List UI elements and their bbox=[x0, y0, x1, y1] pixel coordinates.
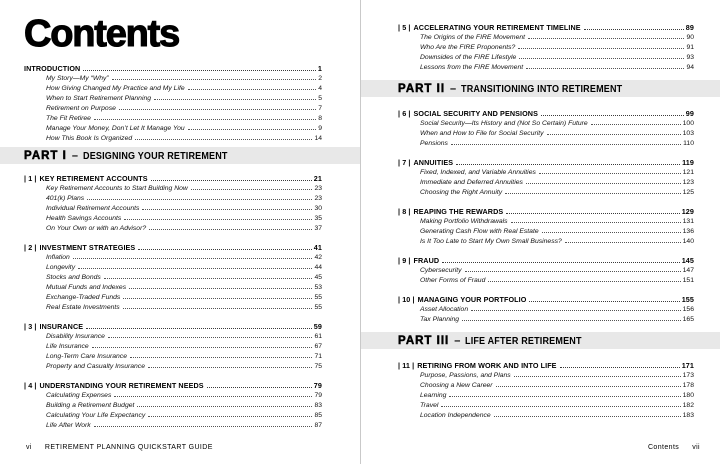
subsection-page-number: 90 bbox=[686, 34, 694, 41]
subsection-title: Longevity bbox=[46, 264, 76, 271]
chapter-number: | 2 | bbox=[24, 243, 37, 252]
dot-leader bbox=[528, 38, 684, 39]
subsection-title: Choosing the Right Annuity bbox=[420, 189, 503, 196]
subsection-title: Property and Casualty Insurance bbox=[46, 363, 145, 370]
chapter-title: SOCIAL SECURITY AND PENSIONS bbox=[413, 109, 538, 118]
subsection-row bbox=[24, 293, 322, 303]
chapter-number: | 6 | bbox=[398, 109, 411, 118]
dot-leader bbox=[94, 426, 313, 427]
subsection-title: Location Independence bbox=[420, 412, 491, 419]
subsection-row bbox=[398, 188, 694, 198]
chapter-number: | 9 | bbox=[398, 256, 411, 265]
chapter-row bbox=[398, 109, 694, 119]
right-page bbox=[360, 0, 720, 464]
chapter-title: ANNUITIES bbox=[413, 158, 454, 167]
dot-leader bbox=[496, 386, 681, 387]
dot-leader bbox=[138, 249, 311, 250]
dot-leader bbox=[92, 347, 313, 348]
subsection-title: Who Are the FIRE Proponents? bbox=[420, 44, 516, 51]
subsection-title: Making Portfolio Withdrawals bbox=[420, 218, 508, 225]
subsection-row bbox=[24, 332, 322, 342]
subsection-title: Cybersecurity bbox=[420, 267, 462, 274]
chapter-block bbox=[398, 361, 694, 421]
chapter-page-number: 89 bbox=[685, 23, 694, 32]
subsection-page-number: 110 bbox=[683, 140, 694, 147]
subsection-title: Social Security—Its History and (Not So Certain) Future bbox=[420, 120, 588, 127]
chapter-block bbox=[398, 23, 694, 73]
subsection-row bbox=[398, 411, 694, 421]
dot-leader bbox=[87, 199, 312, 200]
subsection-title: When and How to File for Social Security bbox=[420, 130, 544, 137]
part-label: PART I bbox=[24, 149, 67, 162]
subsection-row bbox=[398, 266, 694, 276]
subsection-page-number: 75 bbox=[314, 363, 322, 370]
subsection-row bbox=[24, 401, 322, 411]
dot-leader bbox=[529, 301, 679, 302]
dot-leader bbox=[456, 164, 680, 165]
chapter-block bbox=[24, 243, 322, 313]
subsection-row bbox=[24, 411, 322, 421]
chapter-page-number: 59 bbox=[313, 322, 322, 331]
chapter-title: INVESTMENT STRATEGIES bbox=[39, 243, 136, 252]
dot-leader bbox=[188, 129, 317, 130]
subsection-row bbox=[24, 194, 322, 204]
chapter-block bbox=[24, 64, 322, 144]
subsection-title: Travel bbox=[420, 402, 439, 409]
subsection-title: Individual Retirement Accounts bbox=[46, 205, 140, 212]
chapter-page-number: 171 bbox=[681, 361, 694, 370]
part-heading-bar bbox=[361, 332, 720, 349]
subsection-title: The Origins of the FIRE Movement bbox=[420, 34, 526, 41]
chapter-block bbox=[398, 109, 694, 149]
subsection-title: Inflation bbox=[46, 254, 70, 261]
subsection-title: Retirement on Purpose bbox=[46, 105, 116, 112]
chapter-page-number: 119 bbox=[682, 158, 694, 167]
dot-leader bbox=[148, 416, 312, 417]
subsection-page-number: 93 bbox=[686, 54, 694, 61]
dot-leader bbox=[151, 180, 312, 181]
subsection-row bbox=[398, 178, 694, 188]
dot-leader bbox=[565, 242, 681, 243]
subsection-page-number: 121 bbox=[682, 169, 694, 176]
subsection-page-number: 87 bbox=[314, 422, 322, 429]
chapter-number: | 11 | bbox=[398, 361, 415, 370]
chapter-row bbox=[24, 322, 322, 332]
subsection-row bbox=[398, 53, 694, 63]
dot-leader bbox=[591, 124, 681, 125]
subsection-row bbox=[24, 421, 322, 431]
chapter-row bbox=[24, 243, 322, 253]
dot-leader bbox=[191, 189, 313, 190]
dot-leader bbox=[86, 328, 312, 329]
dot-leader bbox=[83, 70, 316, 71]
subsection-page-number: 30 bbox=[314, 205, 322, 212]
subsection-row bbox=[24, 184, 322, 194]
dot-leader bbox=[135, 139, 312, 140]
subsection-title: Long-Term Care Insurance bbox=[46, 353, 127, 360]
subsection-row bbox=[398, 63, 694, 73]
subsection-title: Manage Your Money, Don’t Let It Manage You bbox=[46, 125, 185, 132]
subsection-row bbox=[24, 224, 322, 234]
subsection-page-number: 7 bbox=[318, 105, 322, 112]
subsection-title: Calculating Your Life Expectancy bbox=[46, 412, 146, 419]
subsection-title: Real Estate Investments bbox=[46, 304, 120, 311]
dot-leader bbox=[123, 298, 312, 299]
subsection-page-number: 83 bbox=[314, 402, 322, 409]
subsection-page-number: 131 bbox=[682, 218, 694, 225]
chapter-title: KEY RETIREMENT ACCOUNTS bbox=[39, 174, 148, 183]
right-folio: vii bbox=[692, 444, 700, 451]
subsection-title: When to Start Retirement Planning bbox=[46, 95, 152, 102]
chapter-number: | 10 | bbox=[398, 295, 415, 304]
subsection-title: On Your Own or with an Advisor? bbox=[46, 225, 147, 232]
chapter-title: INSURANCE bbox=[39, 322, 84, 331]
subsection-row bbox=[398, 43, 694, 53]
dot-leader bbox=[442, 262, 680, 263]
part-dash: – bbox=[454, 334, 461, 347]
contents-running-title: Contents bbox=[647, 444, 680, 451]
dot-leader bbox=[154, 99, 316, 100]
subsection-title: Asset Allocation bbox=[420, 306, 469, 313]
chapter-row bbox=[398, 207, 694, 217]
subsection-title: Generating Cash Flow with Real Estate bbox=[420, 228, 539, 235]
subsection-row bbox=[24, 104, 322, 114]
part-title: LIFE AFTER RETIREMENT bbox=[465, 334, 583, 347]
subsection-page-number: 147 bbox=[682, 267, 694, 274]
subsection-page-number: 14 bbox=[314, 135, 322, 142]
chapter-number: | 8 | bbox=[398, 207, 411, 216]
subsection-title: Life Insurance bbox=[46, 343, 89, 350]
subsection-page-number: 61 bbox=[314, 333, 322, 340]
chapter-number: | 5 | bbox=[398, 23, 411, 32]
dot-leader bbox=[104, 278, 313, 279]
subsection-title: Lessons from the FIRE Movement bbox=[420, 64, 524, 71]
book-running-title: RETIREMENT PLANNING QUICKSTART GUIDE bbox=[44, 444, 213, 451]
dot-leader bbox=[488, 281, 680, 282]
dot-leader bbox=[471, 310, 681, 311]
dot-leader bbox=[78, 268, 312, 269]
chapter-row bbox=[24, 64, 322, 74]
dot-leader bbox=[526, 68, 684, 69]
subsection-title: Immediate and Deferred Annuities bbox=[420, 179, 523, 186]
dot-leader bbox=[130, 357, 312, 358]
subsection-page-number: 100 bbox=[682, 120, 694, 127]
chapter-row bbox=[398, 158, 694, 168]
subsection-row bbox=[24, 283, 322, 293]
subsection-row bbox=[24, 134, 322, 144]
dot-leader bbox=[462, 320, 681, 321]
subsection-page-number: 94 bbox=[686, 64, 694, 71]
chapter-page-number: 79 bbox=[313, 381, 322, 390]
dot-leader bbox=[506, 213, 679, 214]
subsection-page-number: 125 bbox=[682, 189, 694, 196]
subsection-page-number: 35 bbox=[314, 215, 322, 222]
dot-leader bbox=[511, 222, 681, 223]
subsection-page-number: 178 bbox=[682, 382, 694, 389]
subsection-page-number: 8 bbox=[318, 115, 322, 122]
dot-leader bbox=[449, 396, 680, 397]
dot-leader bbox=[142, 209, 312, 210]
subsection-page-number: 23 bbox=[314, 185, 322, 192]
chapter-row bbox=[398, 23, 694, 33]
subsection-title: Calculating Expenses bbox=[46, 392, 112, 399]
subsection-row bbox=[24, 214, 322, 224]
subsection-page-number: 5 bbox=[318, 95, 322, 102]
subsection-page-number: 4 bbox=[318, 85, 322, 92]
dot-leader bbox=[188, 89, 317, 90]
subsection-row bbox=[398, 237, 694, 247]
subsection-title: Exchange-Traded Funds bbox=[46, 294, 121, 301]
subsection-row bbox=[24, 124, 322, 134]
left-folio: vi bbox=[26, 444, 32, 451]
dot-leader bbox=[94, 119, 316, 120]
chapter-number: | 1 | bbox=[24, 174, 37, 183]
subsection-page-number: 180 bbox=[682, 392, 694, 399]
subsection-row bbox=[24, 352, 322, 362]
subsection-title: My Story—My “Why” bbox=[46, 75, 109, 82]
subsection-page-number: 53 bbox=[314, 284, 322, 291]
subsection-title: Fixed, Indexed, and Variable Annuities bbox=[420, 169, 536, 176]
chapter-page-number: 41 bbox=[313, 243, 322, 252]
chapter-title: REAPING THE REWARDS bbox=[413, 207, 504, 216]
dot-leader bbox=[114, 396, 312, 397]
chapter-block bbox=[24, 322, 322, 372]
chapter-title: MANAGING YOUR PORTFOLIO bbox=[417, 295, 527, 304]
subsection-title: Downsides of the FIRE Lifestyle bbox=[420, 54, 517, 61]
subsection-row bbox=[24, 84, 322, 94]
subsection-title: Stocks and Bonds bbox=[46, 274, 101, 281]
subsection-page-number: 173 bbox=[682, 372, 694, 379]
chapter-page-number: 1 bbox=[317, 64, 322, 73]
subsection-title: How This Book Is Organized bbox=[46, 135, 133, 142]
dot-leader bbox=[514, 376, 681, 377]
subsection-title: Other Forms of Fraud bbox=[420, 277, 486, 284]
chapter-title: RETIRING FROM WORK AND INTO LIFE bbox=[417, 361, 557, 370]
subsection-page-number: 71 bbox=[314, 353, 322, 360]
subsection-row bbox=[24, 342, 322, 352]
dot-leader bbox=[148, 367, 312, 368]
subsection-page-number: 55 bbox=[314, 304, 322, 311]
dot-leader bbox=[539, 173, 681, 174]
subsection-row bbox=[398, 371, 694, 381]
part-dash: – bbox=[450, 82, 457, 95]
dot-leader bbox=[541, 115, 684, 116]
subsection-page-number: 151 bbox=[682, 277, 694, 284]
part-heading-bar bbox=[0, 147, 360, 164]
dot-leader bbox=[129, 288, 312, 289]
subsection-page-number: 140 bbox=[682, 238, 694, 245]
chapter-block bbox=[24, 174, 322, 234]
chapter-row bbox=[398, 256, 694, 266]
chapter-number: | 4 | bbox=[24, 381, 37, 390]
subsection-title: Purpose, Passions, and Plans bbox=[420, 372, 511, 379]
subsection-row bbox=[398, 119, 694, 129]
part-dash: – bbox=[71, 149, 78, 162]
subsection-page-number: 23 bbox=[314, 195, 322, 202]
subsection-page-number: 67 bbox=[314, 343, 322, 350]
subsection-page-number: 55 bbox=[314, 294, 322, 301]
subsection-page-number: 9 bbox=[318, 125, 322, 132]
subsection-page-number: 44 bbox=[314, 264, 322, 271]
subsection-page-number: 91 bbox=[686, 44, 694, 51]
subsection-row bbox=[24, 263, 322, 273]
chapter-title: ACCELERATING YOUR RETIREMENT TIMELINE bbox=[413, 23, 581, 32]
subsection-row bbox=[24, 273, 322, 283]
dot-leader bbox=[560, 367, 680, 368]
subsection-title: Health Savings Accounts bbox=[46, 215, 122, 222]
subsection-title: Life After Work bbox=[46, 422, 91, 429]
dot-leader bbox=[526, 183, 681, 184]
dot-leader bbox=[465, 271, 681, 272]
subsection-row bbox=[398, 391, 694, 401]
chapter-block bbox=[398, 207, 694, 247]
dot-leader bbox=[108, 337, 313, 338]
subsection-page-number: 182 bbox=[682, 402, 694, 409]
part-title: DESIGNING YOUR RETIREMENT bbox=[82, 149, 228, 162]
subsection-row bbox=[398, 276, 694, 286]
chapter-page-number: 99 bbox=[685, 109, 694, 118]
subsection-row bbox=[24, 94, 322, 104]
chapter-page-number: 129 bbox=[681, 207, 694, 216]
subsection-row bbox=[398, 381, 694, 391]
left-page-toc bbox=[24, 64, 322, 431]
subsection-title: Pensions bbox=[420, 140, 448, 147]
chapter-row bbox=[398, 361, 694, 371]
subsection-page-number: 2 bbox=[318, 75, 322, 82]
dot-leader bbox=[584, 29, 684, 30]
chapter-block bbox=[398, 295, 694, 325]
subsection-row bbox=[398, 168, 694, 178]
chapter-number: | 7 | bbox=[398, 158, 411, 167]
dot-leader bbox=[124, 219, 312, 220]
dot-leader bbox=[441, 406, 680, 407]
chapter-row bbox=[398, 295, 694, 305]
dot-leader bbox=[519, 58, 684, 59]
subsection-title: How Giving Changed My Practice and My Life bbox=[46, 85, 185, 92]
chapter-title: UNDERSTANDING YOUR RETIREMENT NEEDS bbox=[39, 381, 204, 390]
chapter-row bbox=[24, 174, 322, 184]
dot-leader bbox=[451, 144, 681, 145]
subsection-row bbox=[398, 305, 694, 315]
chapter-page-number: 21 bbox=[313, 174, 322, 183]
subsection-title: Disability Insurance bbox=[46, 333, 105, 340]
subsection-row bbox=[398, 217, 694, 227]
subsection-row bbox=[24, 391, 322, 401]
subsection-row bbox=[24, 204, 322, 214]
subsection-row bbox=[24, 362, 322, 372]
part-label: PART III bbox=[398, 334, 450, 347]
dot-leader bbox=[137, 406, 312, 407]
subsection-page-number: 37 bbox=[314, 225, 322, 232]
dot-leader bbox=[494, 416, 681, 417]
chapter-title: INTRODUCTION bbox=[24, 64, 81, 73]
subsection-row bbox=[24, 74, 322, 84]
subsection-page-number: 183 bbox=[682, 412, 694, 419]
subsection-row bbox=[24, 114, 322, 124]
subsection-page-number: 156 bbox=[682, 306, 694, 313]
part-label: PART II bbox=[398, 82, 446, 95]
subsection-page-number: 79 bbox=[314, 392, 322, 399]
dot-leader bbox=[547, 134, 681, 135]
dot-leader bbox=[73, 258, 313, 259]
subsection-page-number: 165 bbox=[682, 316, 694, 323]
right-page-footer bbox=[361, 444, 720, 452]
subsection-title: Choosing a New Career bbox=[420, 382, 493, 389]
chapter-page-number: 155 bbox=[681, 295, 694, 304]
subsection-title: The Fit Retiree bbox=[46, 115, 91, 122]
subsection-row bbox=[398, 129, 694, 139]
subsection-row bbox=[398, 33, 694, 43]
subsection-row bbox=[24, 303, 322, 313]
part-heading-bar bbox=[361, 80, 720, 97]
dot-leader bbox=[505, 193, 681, 194]
part-title: TRANSITIONING INTO RETIREMENT bbox=[461, 82, 623, 95]
subsection-title: 401(k) Plans bbox=[46, 195, 85, 202]
chapter-block bbox=[398, 256, 694, 286]
subsection-row bbox=[24, 253, 322, 263]
chapter-page-number: 145 bbox=[681, 256, 694, 265]
subsection-page-number: 123 bbox=[682, 179, 694, 186]
subsection-row bbox=[398, 401, 694, 411]
chapter-number: | 3 | bbox=[24, 322, 37, 331]
subsection-page-number: 136 bbox=[682, 228, 694, 235]
dot-leader bbox=[112, 79, 317, 80]
chapter-block bbox=[24, 381, 322, 431]
subsection-page-number: 42 bbox=[314, 254, 322, 261]
subsection-title: Mutual Funds and Indexes bbox=[46, 284, 127, 291]
dot-leader bbox=[542, 232, 681, 233]
subsection-page-number: 85 bbox=[314, 412, 322, 419]
right-page-toc bbox=[398, 23, 694, 421]
subsection-title: Key Retirement Accounts to Start Building Now bbox=[46, 185, 188, 192]
subsection-title: Is It Too Late to Start My Own Small Business? bbox=[420, 238, 562, 245]
subsection-page-number: 103 bbox=[682, 130, 694, 137]
subsection-title: Tax Planning bbox=[420, 316, 460, 323]
subsection-row bbox=[398, 315, 694, 325]
contents-title: Contents bbox=[24, 13, 180, 55]
dot-leader bbox=[123, 308, 313, 309]
subsection-row bbox=[398, 139, 694, 149]
chapter-row bbox=[24, 381, 322, 391]
subsection-row bbox=[398, 227, 694, 237]
dot-leader bbox=[207, 387, 312, 388]
dot-leader bbox=[518, 48, 684, 49]
dot-leader bbox=[149, 229, 312, 230]
chapter-block bbox=[398, 158, 694, 198]
chapter-title: FRAUD bbox=[413, 256, 440, 265]
dot-leader bbox=[119, 109, 316, 110]
subsection-title: Learning bbox=[420, 392, 447, 399]
subsection-title: Building a Retirement Budget bbox=[46, 402, 135, 409]
left-page-footer bbox=[0, 444, 360, 452]
subsection-page-number: 45 bbox=[314, 274, 322, 281]
